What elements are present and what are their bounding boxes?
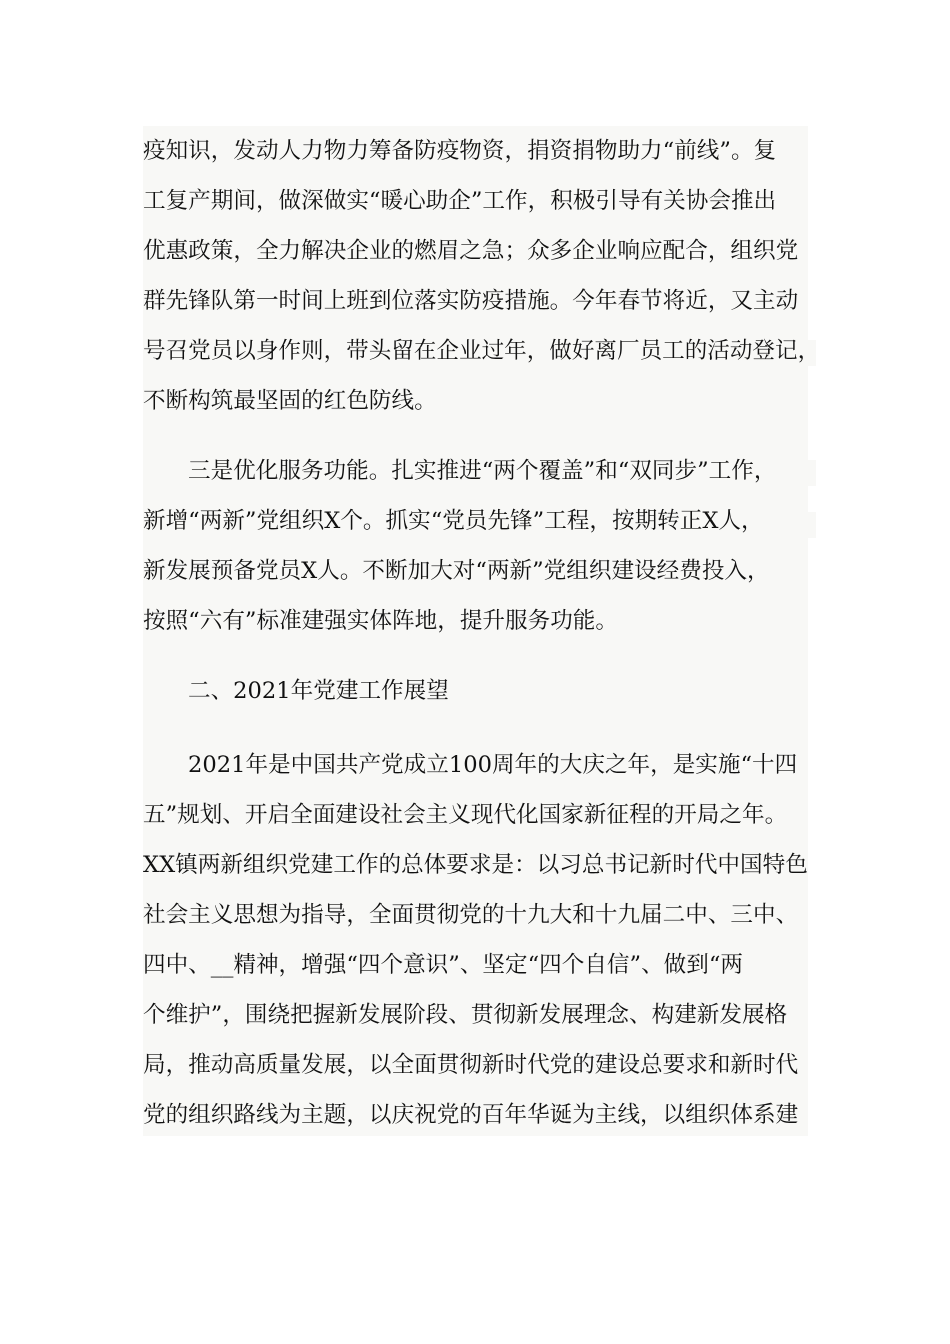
section-heading: 二、2021年党建工作展望 [188,678,449,704]
paragraph-line: 工复产期间，做深做实“暖心助企”工作，积极引导有关协会推出 [143,188,777,214]
line-overflow-shade [808,512,816,538]
paragraph-line: 党的组织路线为主题，以庆祝党的百年华诞为主线，以组织体系建 [143,1102,799,1128]
paragraph-line: 局，推动高质量发展，以全面贯彻新时代党的建设总要求和新时代 [143,1052,799,1078]
paragraph-line: XX镇两新组织党建工作的总体要求是：以习总书记新时代中国特色 [143,852,808,878]
paragraph-line: 2021年是中国共产党成立100周年的大庆之年，是实施“十四 [188,752,798,778]
paragraph-line: 新发展预备党员X人。不断加大对“两新”党组织建设经费投入， [143,558,770,584]
paragraph-line: 群先锋队第一时间上班到位落实防疫措施。今年春节将近，又主动 [143,288,799,314]
paragraph-line: 新增“两新”党组织X个。抓实“党员先锋”工程，按期转正X人， [143,508,764,534]
paragraph-line: 四中、__精神，增强“四个意识”、坚定“四个自信”、做到“两 [143,952,744,978]
paragraph-line: 三是优化服务功能。扎实推进“两个覆盖”和“双同步”工作， [188,458,777,484]
paragraph-line: 个维护”，围绕把握新发展阶段、贯彻新发展理念、构建新发展格 [143,1002,788,1028]
paragraph-line: 不断构筑最坚固的红色防线。 [143,388,437,414]
paragraph-line: 优惠政策，全力解决企业的燃眉之急；众多企业响应配合，组织党 [143,238,799,264]
paragraph-line: 疫知识，发动人力物力筹备防疫物资，捐资捐物助力“前线”。复 [143,138,777,164]
paragraph-line: 五”规划、开启全面建设社会主义现代化国家新征程的开局之年。 [143,802,788,828]
line-overflow-shade [808,460,816,486]
paragraph-line: 社会主义思想为指导，全面贯彻党的十九大和十九届二中、三中、 [143,902,799,928]
paragraph-line: 按照“六有”标准建强实体阵地，提升服务功能。 [143,608,618,634]
paragraph-line: 号召党员以身作则，带头留在企业过年，做好离厂员工的活动登记， [143,338,821,364]
